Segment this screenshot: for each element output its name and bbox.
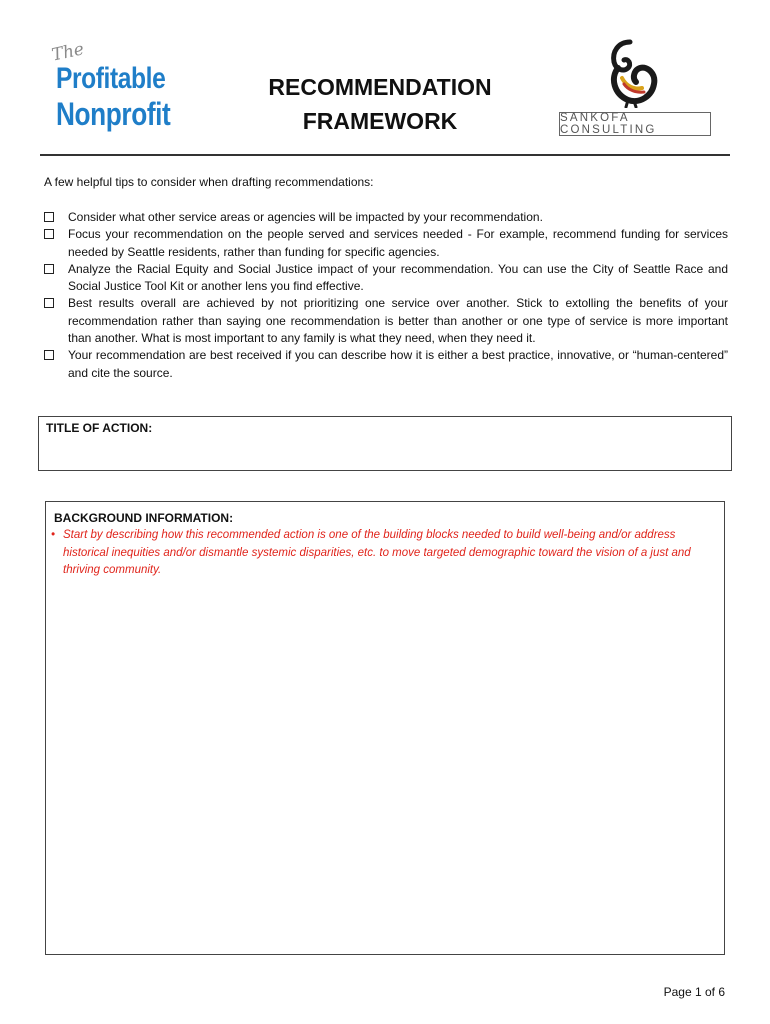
document-title [230,70,530,138]
intro-text: A few helpful tips to consider when drafting recommendations: [44,175,374,189]
header-divider [40,154,730,156]
background-hint [51,527,719,580]
tip-item: Consider what other service areas or agencies will be impacted by your recommendation. [44,209,728,226]
sankofa-consulting-logo-text: SANKOFA CONSULTING [559,112,711,136]
tip-item: Your recommendation are best received if you can describe how it is either a best practice, innovative, or “human-centered” and cite the source. [44,347,728,382]
background-information-label: BACKGROUND INFORMATION: [54,511,234,525]
tips-list [44,209,728,382]
logo-nonprofit-text: Nonprofit [56,96,171,132]
background-hint-text: Start by describing how this recommended action is one of the building blocks needed to build well-being and/or address historical inequities and/or dismantle systemic disparities, etc. to move targeted demographic toward the vision of a just and thriving community. [63,529,691,576]
background-information-field[interactable] [45,501,725,955]
title-of-action-label: TITLE OF ACTION: [46,421,153,435]
checkbox-icon [44,350,54,360]
checkbox-icon [44,298,54,308]
title-line-2: FRAMEWORK [302,108,458,134]
logo-the-text: The [50,39,86,66]
bullet-icon: • [51,529,56,541]
checkbox-icon [44,264,54,274]
profitable-nonprofit-logo [48,39,188,142]
checkbox-icon [44,212,54,222]
page-number: Page 1 of 6 [663,985,725,999]
logo-profitable-text: Profitable [56,62,166,95]
tip-item: Focus your recommendation on the people served and services needed - For example, recommend funding for services needed by Seattle residents, rather than funding for specific agencies. [44,226,728,261]
tip-item: Best results overall are achieved by not prioritizing one service over another. Stick to extolling the benefits of your recommendation rather than saying one recommendation is better than another or one type of service is more important than another. What is most important to any family is what they need, when they need it. [44,295,728,347]
checkbox-icon [44,229,54,239]
title-of-action-field[interactable] [38,416,732,471]
sankofa-bird-icon [600,38,660,108]
title-line-1: RECOMMENDATION [268,74,492,100]
tip-item: Analyze the Racial Equity and Social Justice impact of your recommendation. You can use the City of Seattle Race and Social Justice Tool Kit or another lens you find effective. [44,261,728,296]
